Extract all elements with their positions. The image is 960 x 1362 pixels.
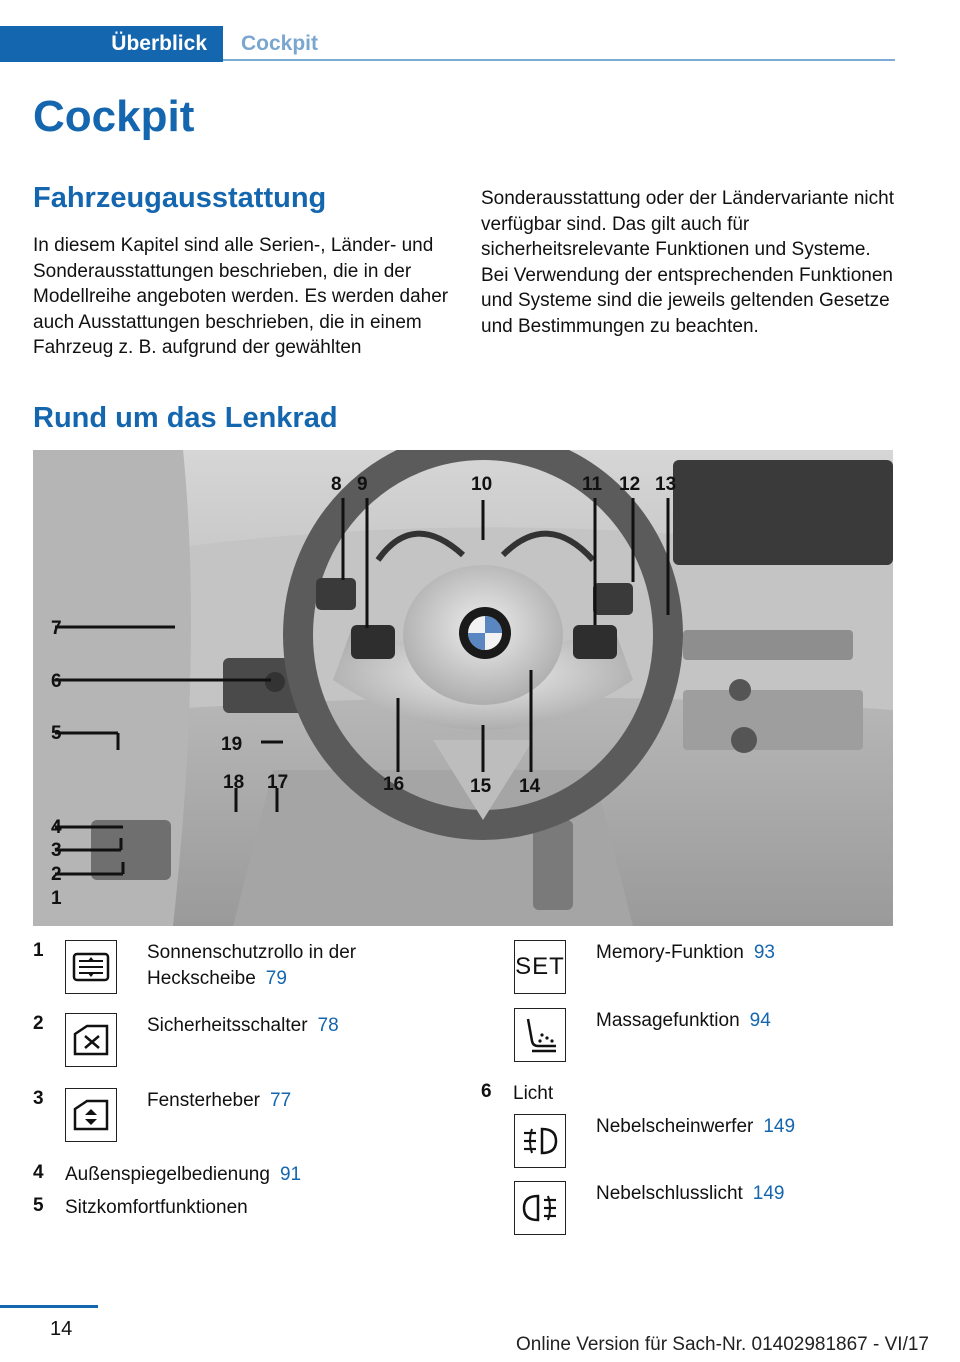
legend-text: Fensterheber [147,1090,261,1111]
legend-item-memory [514,940,775,994]
header-divider [223,59,895,61]
page-ref[interactable]: 79 [265,967,287,989]
page-ref[interactable]: 149 [763,1116,796,1137]
page-number: 14 [50,1318,73,1340]
front-fog-light-icon [514,1114,566,1168]
callout-4: 4 [51,817,62,838]
page-title: Cockpit [33,92,195,141]
cockpit-photo [33,450,893,926]
page-ref[interactable]: 91 [279,1164,302,1185]
legend-text: Licht [513,1083,554,1104]
legend-item-1 [33,940,447,994]
legend-item-4 [33,1162,301,1188]
page-ref[interactable]: 149 [752,1183,785,1204]
callout-8: 8 [331,474,342,495]
callout-13: 13 [655,474,677,495]
rear-fog-light-icon [514,1181,566,1235]
safety-switch-icon [65,1013,117,1067]
section-heading-fahrzeugausstattung: Fahrzeugausstattung [33,182,327,214]
legend-text: Sicherheitsschalter [147,1015,308,1036]
intro-text-left: In diesem Kapitel sind alle Serien-, Länder- und Sonderausstattungen beschrieben, die in der Modellreihe angeboten werden. Es werden daher auch Ausstattungen beschrieben, die in einem Fahrzeug z. B. aufgrund der gewählten [33,235,449,359]
massage-seat-icon [514,1008,566,1062]
legend-item-rear-fog [514,1181,785,1235]
legend-number: 6 [481,1081,492,1102]
legend-number: 2 [33,1013,44,1034]
callout-12: 12 [619,474,641,495]
callout-15: 15 [470,776,492,797]
window-lift-icon [65,1088,117,1142]
legend-text: Sonnenschutzrollo in der Heckscheibe [147,942,357,989]
callout-19: 19 [221,734,243,755]
legend-text: Memory-Funktion [596,942,744,963]
legend-item-5 [33,1195,248,1221]
callout-17: 17 [267,772,289,793]
set-icon-label: SET [515,953,565,980]
callout-6: 6 [51,671,62,692]
callout-2: 2 [51,864,62,885]
callout-9: 9 [357,474,368,495]
legend-number: 5 [33,1195,44,1216]
legend-text: Außenspiegelbedienung [65,1164,270,1185]
footer-online-version: Online Version für Sach-Nr. 01402981867 - VI/17 [516,1334,929,1355]
cockpit-illustration [33,450,893,926]
page-ref[interactable]: 94 [749,1010,771,1031]
page-ref[interactable]: 78 [317,1015,339,1036]
legend-text: Nebelscheinwerfer [596,1116,754,1137]
section-heading-lenkrad: Rund um das Lenkrad [33,402,338,434]
callout-11: 11 [582,474,603,495]
page-ref[interactable]: 77 [270,1090,292,1111]
callout-3: 3 [51,840,62,861]
legend-item-3 [33,1088,291,1142]
callout-7: 7 [51,618,62,639]
legend-text: Nebelschlusslicht [596,1183,743,1204]
callout-18: 18 [223,772,245,793]
legend-number: 3 [33,1088,44,1109]
callout-16: 16 [383,774,405,795]
intro-text-right: Sonderausstattung oder der Ländervariante nicht verfügbar sind. Das gilt auch für sicherheitsrelevante Funktionen und Systeme. Bei Verwendung der entsprechenden Funktionen und Systeme sind die jeweils geltenden Gesetze und Bestimmungen zu beachten. [481,188,894,337]
callout-1: 1 [51,888,62,909]
set-icon [514,940,566,994]
legend-item-2 [33,1013,339,1067]
page-ref[interactable]: 93 [753,942,775,963]
legend-number: 4 [33,1162,44,1183]
footer-divider [0,1305,98,1308]
callout-5: 5 [51,723,62,744]
legend-text: Sitzkomfortfunktionen [65,1197,248,1218]
tab-ueberblick[interactable]: Überblick [0,26,223,62]
rear-window-sunblind-icon [65,940,117,994]
tab-cockpit[interactable]: Cockpit [241,32,319,55]
legend-item-6 [481,1081,553,1107]
legend-text: Massagefunktion [596,1010,740,1031]
callout-10: 10 [471,474,493,495]
legend-number: 1 [33,940,44,961]
legend-item-massage [514,1008,771,1062]
legend-item-front-fog [514,1114,795,1168]
header-tabs [0,26,895,62]
callout-14: 14 [519,776,541,797]
